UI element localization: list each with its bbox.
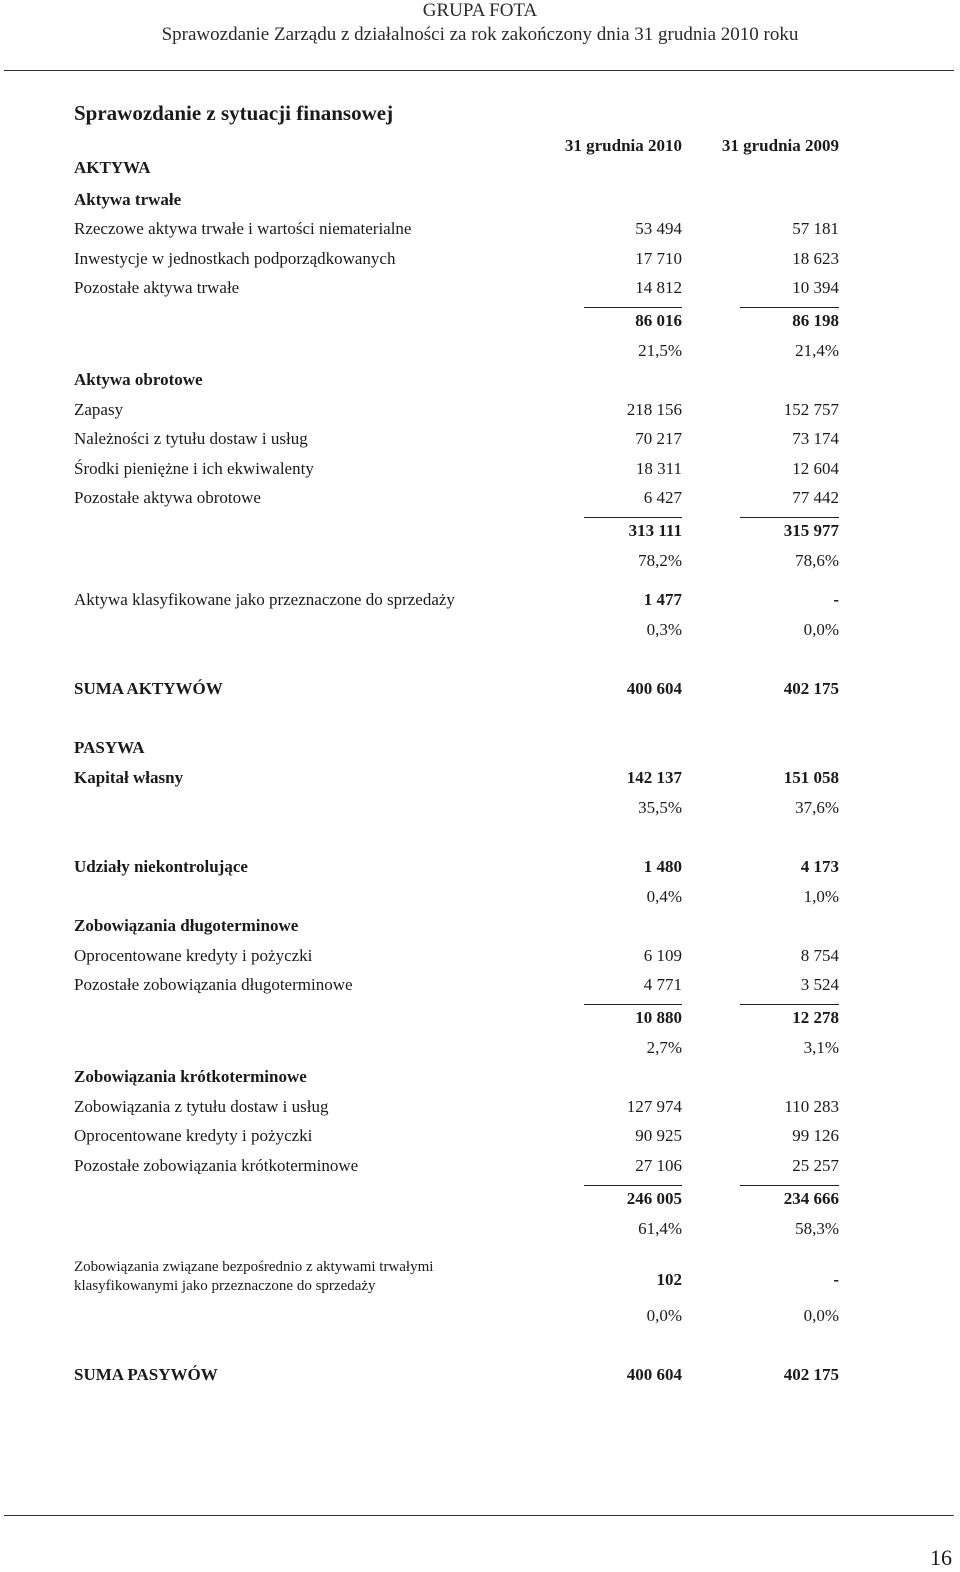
value-2010: 142 137 bbox=[626, 768, 682, 787]
row-label: SUMA AKTYWÓW bbox=[74, 679, 223, 698]
value-2009: 151 058 bbox=[783, 768, 839, 787]
column-header-2009: 31 grudnia 2009 bbox=[721, 136, 839, 155]
value-2009: 315 977 bbox=[783, 521, 839, 540]
value-2009: 73 174 bbox=[792, 429, 839, 448]
row-label: Zobowiązania związane bezpośrednio z aktywami trwałymi bbox=[74, 1259, 434, 1275]
value-2009: 18 623 bbox=[792, 249, 839, 268]
value-2010: 35,5% bbox=[638, 798, 682, 817]
value-2009: 0,0% bbox=[803, 1306, 839, 1325]
subtotal-rule bbox=[584, 1004, 682, 1005]
value-2010: 86 016 bbox=[635, 311, 682, 330]
value-2010: 2,7% bbox=[646, 1038, 682, 1057]
row-label: Aktywa trwałe bbox=[74, 190, 182, 209]
value-2010: 246 005 bbox=[626, 1189, 682, 1208]
value-2009: 8 754 bbox=[800, 946, 839, 965]
row-label: Zobowiązania krótkoterminowe bbox=[74, 1067, 307, 1086]
value-2010: 61,4% bbox=[638, 1219, 682, 1238]
row-label: Oprocentowane kredyty i pożyczki bbox=[74, 1126, 313, 1145]
value-2010: 127 974 bbox=[626, 1097, 682, 1116]
value-2009: 4 173 bbox=[800, 857, 839, 876]
value-2009: 77 442 bbox=[792, 488, 839, 507]
value-2010: 0,3% bbox=[646, 620, 682, 639]
subtotal-rule bbox=[584, 517, 682, 518]
row-label: Rzeczowe aktywa trwałe i wartości niematerialne bbox=[74, 219, 412, 238]
value-2009: 21,4% bbox=[795, 341, 839, 360]
value-2010: 218 156 bbox=[626, 400, 682, 419]
value-2009: 86 198 bbox=[792, 311, 839, 330]
value-2010: 313 111 bbox=[628, 521, 682, 540]
value-2009: - bbox=[833, 1270, 839, 1289]
value-2010: 53 494 bbox=[635, 219, 682, 238]
value-2010: 102 bbox=[656, 1270, 682, 1289]
row-label: SUMA PASYWÓW bbox=[74, 1365, 218, 1384]
statement-title: Sprawozdanie z sytuacji finansowej bbox=[74, 101, 394, 125]
value-2009: 37,6% bbox=[795, 798, 839, 817]
value-2009: 402 175 bbox=[783, 679, 839, 698]
row-label: Inwestycje w jednostkach podporządkowanych bbox=[74, 249, 396, 268]
company-header: GRUPA FOTA bbox=[422, 0, 538, 21]
value-2009: 12 278 bbox=[792, 1008, 839, 1027]
report-subtitle: Sprawozdanie Zarządu z działalności za rok zakończony dnia 31 grudnia 2010 roku bbox=[161, 24, 799, 45]
row-label: Pozostałe zobowiązania krótkoterminowe bbox=[74, 1156, 359, 1175]
subtotal-rule bbox=[584, 307, 682, 308]
value-2010: 4 771 bbox=[643, 975, 682, 994]
page-number: 16 bbox=[930, 1545, 952, 1570]
subtotal-rule bbox=[740, 517, 839, 518]
subtotal-rule bbox=[740, 1185, 839, 1186]
value-2009: 10 394 bbox=[792, 278, 839, 297]
value-2009: 234 666 bbox=[783, 1189, 839, 1208]
value-2009: 57 181 bbox=[792, 219, 839, 238]
value-2010: 6 427 bbox=[643, 488, 682, 507]
value-2010: 6 109 bbox=[643, 946, 682, 965]
row-label: Zobowiązania z tytułu dostaw i usług bbox=[74, 1097, 329, 1116]
subtotal-rule bbox=[740, 307, 839, 308]
row-label: Środki pieniężne i ich ekwiwalenty bbox=[74, 459, 314, 478]
value-2009: 3,1% bbox=[803, 1038, 839, 1057]
subtotal-rule bbox=[584, 1185, 682, 1186]
row-label: Należności z tytułu dostaw i usług bbox=[74, 429, 308, 448]
row-label: Aktywa obrotowe bbox=[74, 370, 203, 389]
value-2010: 21,5% bbox=[638, 341, 682, 360]
value-2009: 25 257 bbox=[792, 1156, 839, 1175]
value-2010: 0,0% bbox=[646, 1306, 682, 1325]
row-label: Aktywa klasyfikowane jako przeznaczone do sprzedaży bbox=[74, 590, 455, 609]
header-divider bbox=[4, 70, 954, 71]
value-2010: 400 604 bbox=[626, 1365, 682, 1384]
value-2010: 18 311 bbox=[635, 459, 682, 478]
value-2009: - bbox=[833, 590, 839, 609]
row-label: Zapasy bbox=[74, 400, 124, 419]
row-label: PASYWA bbox=[74, 738, 145, 757]
row-label: AKTYWA bbox=[74, 158, 151, 177]
value-2010: 0,4% bbox=[646, 887, 682, 906]
value-2010: 1 477 bbox=[643, 590, 682, 609]
subtotal-rule bbox=[740, 1004, 839, 1005]
value-2010: 70 217 bbox=[635, 429, 682, 448]
value-2009: 99 126 bbox=[792, 1126, 839, 1145]
row-label: Kapitał własny bbox=[74, 768, 184, 787]
row-label-continued: klasyfikowanymi jako przeznaczone do sprzedaży bbox=[74, 1278, 376, 1294]
row-label: Pozostałe aktywa obrotowe bbox=[74, 488, 261, 507]
value-2009: 402 175 bbox=[783, 1365, 839, 1384]
value-2010: 90 925 bbox=[635, 1126, 682, 1145]
row-label: Pozostałe zobowiązania długoterminowe bbox=[74, 975, 353, 994]
value-2009: 3 524 bbox=[800, 975, 839, 994]
row-label: Pozostałe aktywa trwałe bbox=[74, 278, 240, 297]
value-2009: 0,0% bbox=[803, 620, 839, 639]
value-2009: 78,6% bbox=[795, 551, 839, 570]
value-2009: 58,3% bbox=[795, 1219, 839, 1238]
value-2009: 12 604 bbox=[792, 459, 839, 478]
value-2009: 152 757 bbox=[783, 400, 839, 419]
value-2009: 1,0% bbox=[803, 887, 839, 906]
row-label: Zobowiązania długoterminowe bbox=[74, 916, 299, 935]
column-header-2010: 31 grudnia 2010 bbox=[564, 136, 682, 155]
value-2010: 14 812 bbox=[635, 278, 682, 297]
row-label: Oprocentowane kredyty i pożyczki bbox=[74, 946, 313, 965]
row-label: Udziały niekontrolujące bbox=[74, 857, 248, 876]
value-2010: 10 880 bbox=[635, 1008, 682, 1027]
value-2010: 1 480 bbox=[643, 857, 682, 876]
value-2010: 17 710 bbox=[635, 249, 682, 268]
footer-divider bbox=[4, 1515, 954, 1516]
value-2010: 400 604 bbox=[626, 679, 682, 698]
value-2010: 27 106 bbox=[635, 1156, 682, 1175]
value-2010: 78,2% bbox=[638, 551, 682, 570]
value-2009: 110 283 bbox=[784, 1097, 839, 1116]
